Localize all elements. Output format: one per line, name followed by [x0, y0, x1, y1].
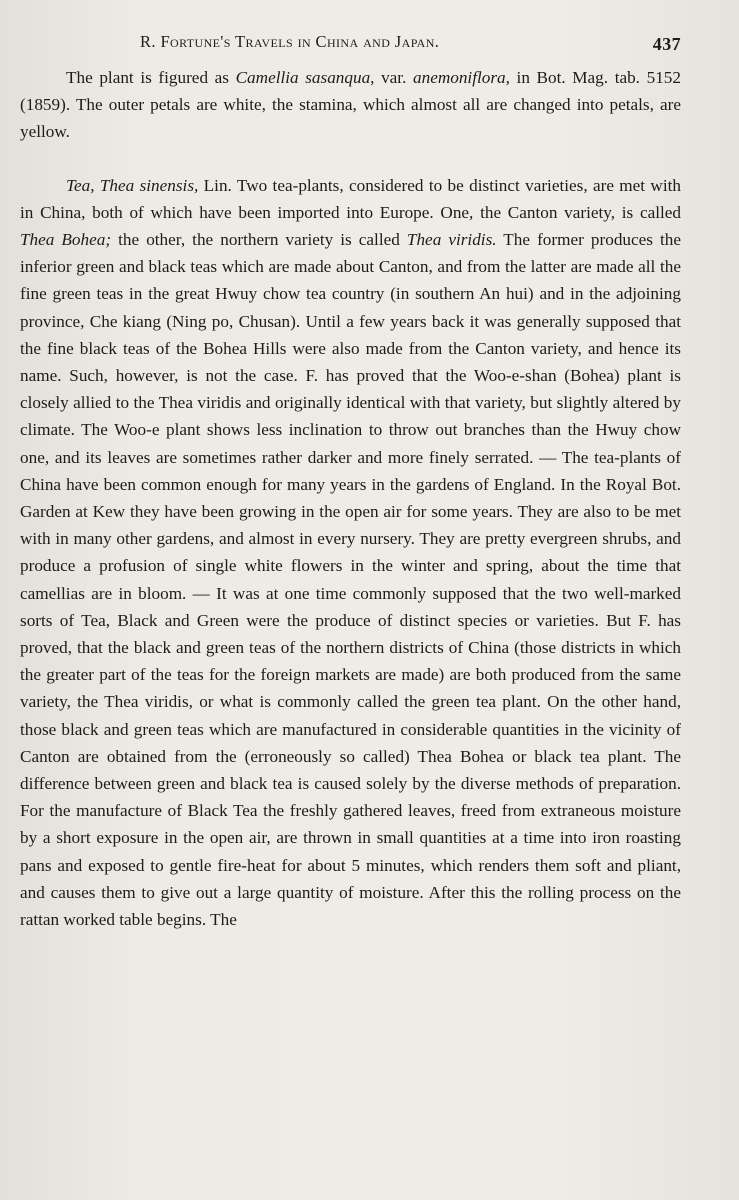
species-name: Camellia sasanqua, [235, 68, 375, 87]
text-segment: The plant is figured as [66, 68, 236, 87]
paragraph-camellia [20, 64, 681, 146]
text-segment: The former produces the inferior green and black teas which are made about Canton, and from the latter are made all the fine green teas in the great Hwuy chow tea country (in southern An hui) and in the adjoining province, Che kiang (Ning po, Chusan). Until a few years back it was generally supposed that the fine black teas of the Bohea Hills were also made from the Canton variety, and hence its name. Such, however, is not the case. F. has proved that the Woo-e-shan (Bohea) plant is closely allied to the Thea viridis and originally identical with that variety, but slightly altered by climate. The Woo-e plant shows less inclination to throw out branches than the Hwuy chow one, and its leaves are sometimes rather darker and more finely serrated. — The tea-plants of China have been common enough for many years in the gardens of England. In the Royal Bot. Garden at Kew they have been growing in the open air for some years. They are also to be met with in many other gardens, and almost in every nursery. They are pretty evergreen shrubs, and produce a profusion of single white flowers in the winter and spring, about the time that camellias are in bloom. — It was at one time commonly supposed that the two well-marked sorts of Tea, Black and Green were the produce of distinct species or varieties. But F. has proved, that the black and green teas of the northern districts of China (those districts in which the greater part of the teas for the foreign markets are made) are both produced from the same variety, the Thea viridis, or what is commonly called the green tea plant. On the other hand, those black and green teas which are manufactured in considerable quantities in the vicinity of Canton are obtained from the (erroneously so called) Thea Bohea or black tea plant. The difference between green and black tea is caused solely by the diverse methods of preparation. For the manufacture of Black Tea the freshly gathered leaves, freed from extraneous moisture by a short exposure in the open air, are thrown in small quantities at a time into iron roasting pans and exposed to gentle fire-heat for about 5 minutes, which renders them soft and pliant, and causes them to give out a large quantity of moisture. After this the rolling process on the rattan worked table begins. The [20, 230, 682, 930]
text-segment: in Bot. Mag. tab. 5152 (1859). The outer petals are white, the stamina, which almost all are changed into petals, are yellow. [20, 68, 681, 142]
running-head [20, 28, 681, 64]
page-number: 437 [652, 34, 681, 54]
text-segment: Lin. Two tea-plants, considered to be distinct varieties, are met with in China, both of which have been imported into Europe. One, the Canton variety, is called [20, 175, 681, 222]
running-head-title: R. Fortune's Travels in China and Japan. [140, 32, 440, 51]
paragraph-tea [20, 172, 681, 934]
species-name: Tea, Thea sinensis, [66, 175, 199, 195]
variety-name: anemoniflora, [413, 68, 510, 87]
species-name: Thea Bohea; [20, 230, 112, 250]
species-name: Thea viridis. [406, 230, 497, 250]
text-segment: the other, the northern variety is called [111, 230, 407, 250]
text-segment: var. [374, 68, 413, 87]
